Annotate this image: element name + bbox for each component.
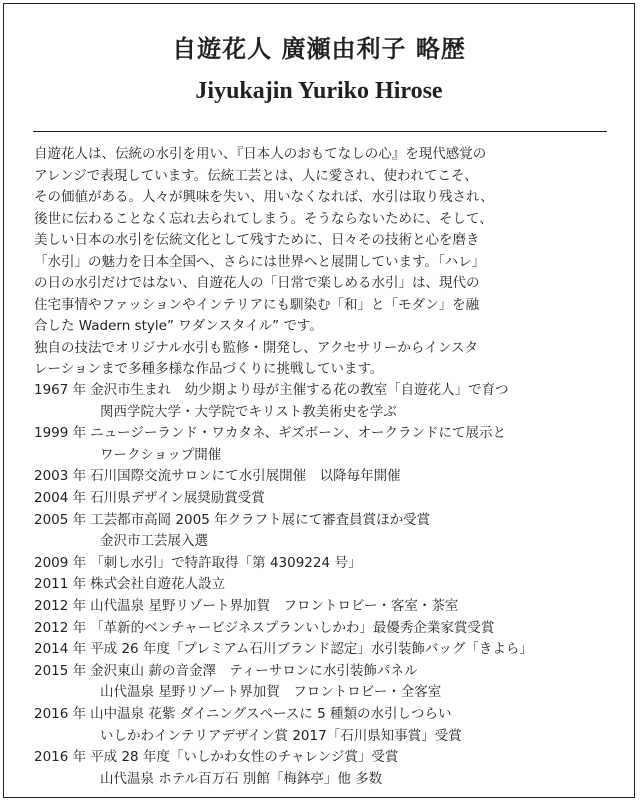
- intro-line: 後世に伝わることなく忘れ去られてしまう。そうならないために、そして、: [34, 210, 493, 227]
- history-year: 2015 年: [34, 662, 87, 679]
- intro-line: 「水引」の魅力を日本全国へ、さらには世界へと展開しています。「ハレ」: [34, 253, 486, 270]
- history-event-continuation: いしかわインテリアデザイン賞 2017「石川県知事賞」受賞: [100, 727, 462, 744]
- history-entry: [34, 704, 624, 726]
- history-event: 金沢市生まれ 幼少期より母が主催する花の教室「自遊花人」で育つ: [90, 382, 509, 398]
- history-event: 石川県デザイン展奨励賞受賞: [90, 489, 265, 506]
- history-event-continuation: 関西学院大学・大学院でキリスト教美術史を学ぶ: [100, 403, 397, 420]
- history-year: 2005 年: [34, 511, 87, 528]
- history-entry: [34, 639, 624, 661]
- history-event-continuation: 山代温泉 ホテル百万石 別館「梅鉢亭」他 多数: [100, 770, 383, 787]
- intro-line: 住宅事情やファッションやインテリアにも馴染む「和」と「モダン」を融: [34, 296, 480, 313]
- history-year: 2016 年: [34, 705, 87, 722]
- intro-line: 合した Wadern style” ワダンスタイル” です。: [34, 318, 323, 334]
- history-event: 「革新的ベンチャービジネスプランいしかわ」最優秀企業家賞受賞: [90, 619, 495, 636]
- history-event: 山代温泉 星野リゾート界加賀 フロントロビー・客室・茶室: [90, 597, 459, 614]
- history-year: 1967 年: [34, 382, 87, 398]
- divider-rule: [33, 131, 607, 132]
- history-year: 2012 年: [34, 619, 87, 636]
- history-year: 2012 年: [34, 597, 87, 614]
- history-year: 2014 年: [34, 641, 87, 658]
- history-entry: [34, 747, 624, 769]
- history-entry: [34, 488, 624, 510]
- intro-line: 美しい日本の水引を伝統文化として残すために、日々その技術と心を磨き: [34, 232, 480, 248]
- history-entry: [34, 553, 624, 575]
- page-title-japanese: 自遊花人 廣瀬由利子 略歴: [172, 34, 466, 63]
- history-entry: [34, 466, 624, 488]
- history-year: 2009 年: [34, 554, 87, 571]
- profile-sheet: [3, 3, 635, 798]
- history-year: 2011 年: [34, 576, 87, 593]
- intro-line: その価値がある。人々が興味を失い、用いなくなれば、水引は取り残され、: [34, 189, 494, 205]
- intro-line: 自遊花人は、伝統の水引を用い、『日本人のおもてなしの心』を現代感覚の: [34, 146, 487, 162]
- history-entry: [34, 423, 624, 445]
- history-entry: [34, 661, 624, 683]
- page-title-english: Jiyukajin Yuriko Hirose: [195, 78, 443, 104]
- introduction-paragraph: [34, 144, 614, 381]
- history-event: 平成 28 年度「いしかわ女性のチャレンジ賞」受賞: [90, 749, 399, 766]
- history-event: 「刺し水引」で特許取得「第 4309224 号」: [90, 554, 362, 571]
- intro-line: 独自の技法でオリジナル水引も監修・開発し、アクセサリーからインスタ: [34, 339, 479, 356]
- history-event-continuation: ワークショップ開催: [100, 446, 222, 463]
- history-event: ニュージーランド・ワカタネ、ギズボーン、オークランドにて展示と: [90, 425, 506, 442]
- history-event: 金沢東山 薪の音金澤 ティーサロンに水引装飾パネル: [90, 662, 418, 679]
- history-year: 1999 年: [34, 425, 87, 442]
- history-event: 工芸都市高岡 2005 年クラフト展にて審査員賞ほか受賞: [90, 511, 431, 528]
- history-event: 石川国際交流サロンにて水引展開催 以降毎年開催: [90, 468, 401, 485]
- history-year: 2016 年: [34, 749, 87, 766]
- history-event-continuation: 山代温泉 星野リゾート界加賀 フロントロビー・全客室: [100, 684, 442, 701]
- intro-line: の日の水引だけではない、自遊花人の「日常で楽しめる水引」は、現代の: [34, 275, 480, 291]
- history-entry: [34, 574, 624, 596]
- history-entry: [34, 510, 624, 532]
- intro-line: アレンジで表現しています。伝統工芸とは、人に愛され、使われてこそ、: [34, 167, 478, 184]
- history-entry: [34, 596, 624, 618]
- history-event: 株式会社自遊花人設立: [90, 576, 226, 593]
- history-list: [34, 380, 624, 790]
- intro-line: レーションまで多種多様な作品づくりに挑戦しています。: [34, 361, 384, 377]
- history-event: 山中温泉 花紫 ダイニングスペースに 5 種類の水引しつらい: [90, 705, 452, 722]
- history-entry: [34, 380, 624, 402]
- history-entry: [34, 618, 624, 640]
- history-year: 2003 年: [34, 468, 87, 485]
- history-event-continuation: 金沢市工芸展入選: [100, 533, 208, 550]
- history-event: 平成 26 年度「プレミアム石川ブランド認定」水引装飾バッグ「きよら」: [90, 641, 533, 658]
- history-year: 2004 年: [34, 489, 87, 506]
